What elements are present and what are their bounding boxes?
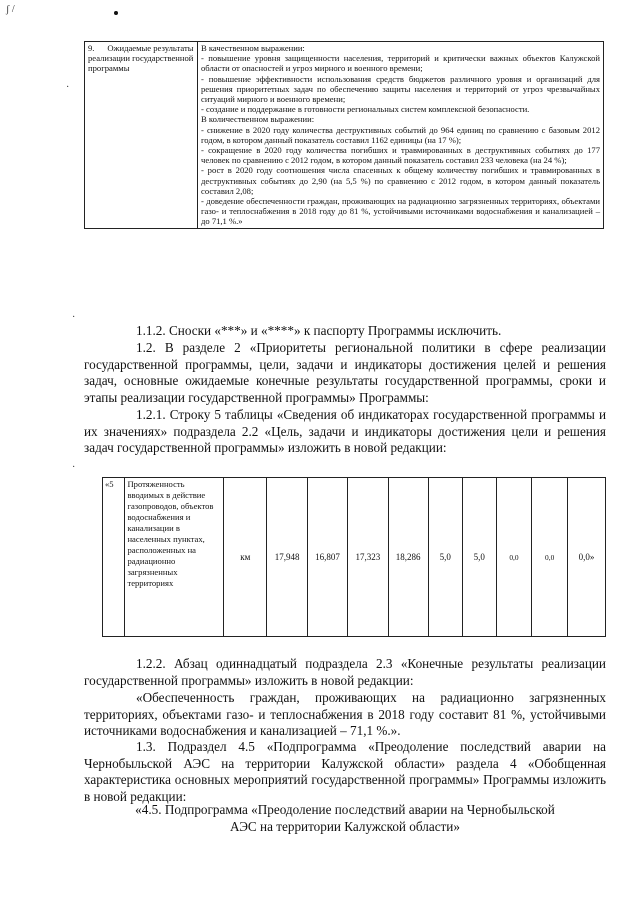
row-label: Ожидаемые результаты реализации государственной программы bbox=[88, 43, 194, 74]
margin-mark: · bbox=[72, 462, 76, 473]
subsection-heading-line-1: «4.5. Подпрограмма «Преодоление последствий аварии на Чернобыльской bbox=[135, 802, 555, 817]
content-line: В количественном выражении: bbox=[201, 114, 315, 125]
value-cell: 0,0 bbox=[496, 478, 532, 637]
paragraph-1-3: 1.3. Подраздел 4.5 «Подпрограмма «Преодоление последствий аварии на Чернобыльской АЭС на территории Калужской области» раздела 4 «Обобщенная характеристика основных мероприятий государственной программы» Программы изложить в новой редакции: bbox=[84, 739, 606, 804]
passport-table bbox=[84, 41, 604, 229]
content-line: - создание и поддержание в готовности региональных систем комплексной безопасности. bbox=[201, 104, 530, 115]
quoted-paragraph: «Обеспеченность граждан, проживающих на радиационно загрязненных территориях, объектами газо- и теплоснабжения в 2018 году составит 81 %, устойчивыми источниками водоснабжения и канализацией – 71,1 %.». bbox=[84, 690, 606, 738]
value-cell: 18,286 bbox=[388, 478, 428, 637]
content-line: - повышение эффективности использования средств бюджетов различного уровня и организаций для решения приоритетных задач по обеспечению защиты населения и территорий от угроз чрезвычайных ситуаций мирного и военного времени; bbox=[201, 73, 600, 105]
value-cell: 0,0 bbox=[532, 478, 568, 637]
margin-mark: · bbox=[66, 82, 70, 93]
value-cell: 17,323 bbox=[348, 478, 388, 637]
content-line: - снижение в 2020 году количества деструктивных событий до 964 единиц по сравнению с базовым 2012 годом, в котором данный показатель составил 1162 единицы (на 17 %); bbox=[201, 124, 600, 145]
subsection-heading-line-2: АЭС на территории Калужской области» bbox=[230, 819, 460, 834]
margin-scribble: ʃ / bbox=[6, 4, 15, 15]
content-line: - рост в 2020 году соотношения числа спасенных к общему количеству погибших и травмированных в деструктивных событиях до 2,90 (на 5,5 %) по сравнению с 2012 годом, в котором данный показатель составил 2,08; bbox=[201, 165, 600, 196]
table-label-cell bbox=[85, 42, 198, 229]
row-number: 9. bbox=[88, 43, 95, 53]
margin-dot bbox=[114, 11, 118, 15]
content-line: - доведение обеспеченности граждан, проживающих на радиационно загрязненных территориях, объектами газо- и теплоснабжения в 2018 году до 81 %, устойчивыми источниками водоснабжения и канализацией – до 71,1 %.» bbox=[201, 196, 600, 227]
indicator-table bbox=[102, 477, 606, 637]
value-cell: 16,807 bbox=[307, 478, 347, 637]
value-cell: 17,948 bbox=[267, 478, 307, 637]
content-line: - сокращение в 2020 году количества погибших и травмированных в деструктивных событиях до 177 человек по сравнению с 2012 годом, в котором данный показатель составил 233 человека (на 24 %); bbox=[201, 145, 600, 166]
value-cell: 5,0 bbox=[428, 478, 462, 637]
unit-cell: км bbox=[224, 478, 267, 637]
content-line: - повышение уровня защищенности населения, территорий и критически важных объектов Калужской области от опасностей и угроз мирного и военного времени; bbox=[201, 53, 600, 74]
table-row bbox=[85, 42, 604, 229]
paragraph-1-2: 1.2. В разделе 2 «Приоритеты региональной политики в сфере реализации государственной программы, цели, задачи и индикаторы достижения целей и решения задач, основные ожидаемые конечные результаты государственной программы, сроки и этапы реализации государственной программы» Программы: bbox=[84, 340, 606, 405]
paragraph-1-2-1: 1.2.1. Строку 5 таблицы «Сведения об индикаторах государственной программы и их значениях» подраздела 2.2 «Цель, задачи и индикаторы достижения цели и решения задач государственной программы» изложить в новой редакции: bbox=[84, 407, 606, 455]
indicator-name-cell: Протяженность вводимых в действие газопроводов, объектов водоснабжения и канализации в населенных пунктах, расположенных на радиационно загрязненных территориях bbox=[125, 478, 224, 637]
row-number-cell: «5 bbox=[103, 478, 125, 637]
value-cell: 5,0 bbox=[462, 478, 496, 637]
table-content-cell bbox=[198, 42, 604, 229]
content-line: В качественном выражении: bbox=[201, 43, 305, 53]
paragraph-1-1-2: 1.1.2. Сноски «***» и «****» к паспорту Программы исключить. bbox=[136, 323, 502, 338]
table-row bbox=[103, 478, 606, 637]
value-cell: 0,0» bbox=[568, 478, 606, 637]
paragraph-1-2-2: 1.2.2. Абзац одиннадцатый подраздела 2.3 «Конечные результаты реализации государственной программы» изложить в новой редакции: bbox=[84, 656, 606, 688]
margin-mark: · bbox=[72, 312, 76, 323]
